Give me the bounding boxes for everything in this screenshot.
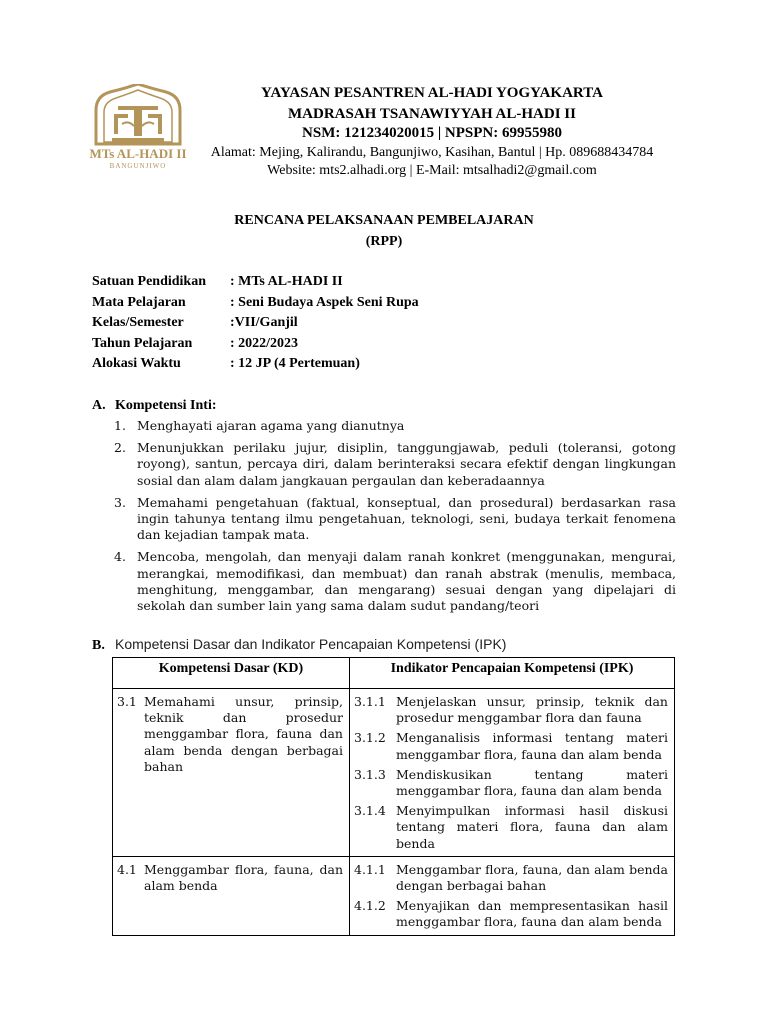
identity-value: : MTs AL-HADI II — [230, 274, 343, 289]
identity-value: : Seni Budaya Aspek Seni Rupa — [230, 294, 419, 310]
ipk-cell — [350, 689, 675, 857]
list-number: 1. — [114, 418, 126, 433]
section-title: Kompetensi Dasar dan Indikator Pencapaian Kompetensi (IPK) — [115, 636, 507, 652]
ipk-item — [354, 803, 668, 852]
list-item — [114, 440, 676, 489]
list-text: Menunjukkan perilaku jujur, disiplin, tanggungjawab, peduli (toleransi, gotong royong), santun, percaya diri, dalam berinteraksi secara efektif dengan lingkungan sosial dan alam dalam jangkauan pergaulan dan keberadaannya — [137, 440, 676, 488]
ipk-number: 4.1.2 — [354, 898, 386, 914]
section-letter: B. — [92, 638, 105, 653]
list-item — [114, 549, 676, 614]
identity-label: Tahun Pelajaran — [92, 335, 193, 351]
ipk-item — [354, 862, 668, 894]
list-item — [114, 495, 676, 544]
ipk-cell — [350, 856, 675, 935]
identity-value: : 2022/2023 — [230, 335, 299, 351]
list-text: Menghayati ajaran agama yang dianutnya — [137, 418, 405, 433]
school-website: Website: mts2.alhadi.org | E-Mail: mtsalhadi2@gmail.com — [267, 163, 597, 178]
ipk-number: 3.1.4 — [354, 803, 386, 819]
kd-item — [117, 862, 343, 894]
identity-value: : 12 JP (4 Pertemuan) — [230, 356, 360, 371]
kd-cell — [113, 856, 350, 935]
list-number: 4. — [114, 549, 126, 565]
list-number: 2. — [114, 440, 126, 456]
ipk-number: 4.1.1 — [354, 861, 386, 877]
identity-label: Alokasi Waktu — [92, 356, 181, 371]
list-text: Memahami pengetahuan (faktual, konseptual, dan prosedural) berdasarkan rasa ingin tahunya tentang ilmu pengetahuan, teknologi, seni, budaya terkait fenomena dan kejadian tampak mata. — [137, 494, 676, 543]
section-a-heading — [92, 398, 217, 414]
ipk-text: Menyimpulkan informasi hasil diskusi tentang materi flora, fauna dan alam benda — [396, 803, 668, 851]
ipk-item — [354, 898, 668, 930]
school-logo — [88, 84, 188, 178]
school-address: Alamat: Mejing, Kalirandu, Bangunjiwo, Kasihan, Bantul | Hp. 089688434784 — [210, 145, 654, 160]
list-text: Mencoba, mengolah, dan menyaji dalam ranah konkret (menggunakan, mengurai, merangkai, memodifikasi, dan membuat) dan ranah abstrak (menulis, membaca, menghitung, menggambar, dan mengarang) sesuai dengan yang dipelajari di sekolah dan sumber lain yang sama dalam sudut pandang/teori — [137, 549, 676, 614]
ipk-text: Mendiskusikan tentang materi menggambar flora, fauna dan alam benda — [396, 766, 668, 799]
ipk-number: 3.1.3 — [354, 766, 386, 782]
logo-subtitle: BANGUNJIWO — [109, 162, 167, 170]
identity-label: Kelas/Semester — [92, 315, 184, 330]
identity-label: Mata Pelajaran — [92, 294, 186, 310]
document-subtitle: (RPP) — [365, 234, 403, 249]
kd-text: Memahami unsur, prinsip, teknik dan prosedur menggambar flora, fauna dan alam benda dengan berbagai bahan — [144, 694, 343, 774]
ipk-item — [354, 767, 668, 799]
section-b-heading — [92, 636, 506, 654]
kd-cell — [113, 689, 350, 857]
table-row — [113, 856, 675, 935]
ipk-item — [354, 730, 668, 762]
ipk-text: Menganalisis informasi tentang materi menggambar flora, fauna dan alam benda — [396, 730, 668, 762]
ipk-number: 3.1.2 — [354, 730, 386, 746]
mosque-emblem-icon — [88, 84, 188, 146]
ipk-text: Menjelaskan unsur, prinsip, teknik dan prosedur menggambar flora dan fauna — [396, 694, 668, 726]
ipk-number: 3.1.1 — [354, 694, 386, 709]
school-name: MADRASAH TSANAWIYYAH AL-HADI II — [288, 106, 576, 122]
identity-value: :VII/Ganjil — [230, 315, 298, 330]
section-letter: A. — [92, 398, 106, 413]
document-title: RENCANA PELAKSANAAN PEMBELAJARAN — [234, 213, 534, 228]
table-header-row — [113, 658, 675, 689]
kd-item — [117, 694, 343, 775]
ipk-text: Menyajikan dan mempresentasikan hasil menggambar flora, fauna dan alam benda — [396, 898, 668, 930]
identity-label: Satuan Pendidikan — [92, 274, 206, 289]
kd-text: Menggambar flora, fauna, dan alam benda — [144, 861, 343, 894]
ipk-item — [354, 694, 668, 726]
list-number: 3. — [114, 494, 126, 510]
school-nsm: NSM: 121234020015 | NPSPN: 69955980 — [302, 125, 562, 141]
section-title: Kompetensi Inti: — [115, 398, 217, 413]
column-header: Indikator Pencapaian Kompetensi (IPK) — [350, 658, 675, 689]
kd-number: 3.1 — [117, 694, 137, 709]
list-item — [114, 418, 676, 434]
table-row — [113, 689, 675, 857]
column-header: Kompetensi Dasar (KD) — [113, 658, 350, 689]
kompetensi-inti-list — [114, 418, 676, 620]
logo-wordmark: MTs AL-HADI II — [89, 146, 187, 161]
ipk-text: Menggambar flora, fauna, dan alam benda dengan berbagai bahan — [396, 861, 668, 894]
kd-ipk-table — [112, 657, 675, 936]
foundation-name: YAYASAN PESANTREN AL-HADI YOGYAKARTA — [261, 85, 603, 101]
kd-number: 4.1 — [117, 861, 137, 877]
